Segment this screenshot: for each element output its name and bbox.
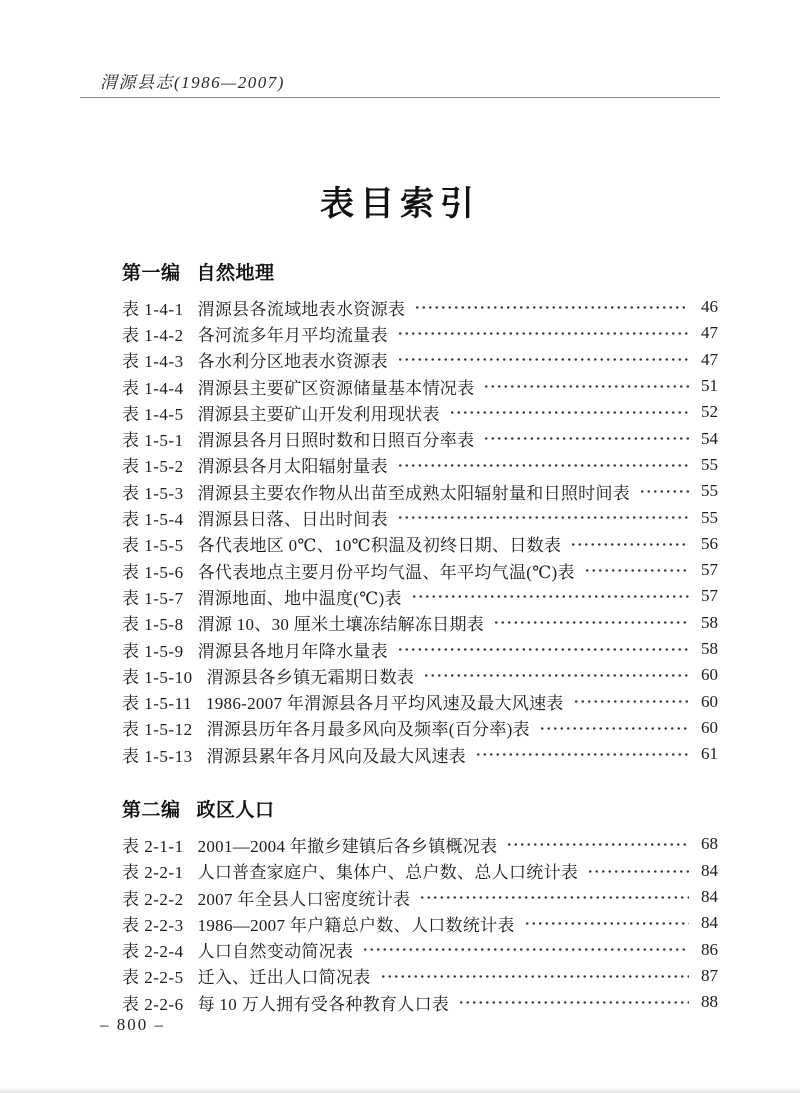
entry-title: 人口普查家庭户、集体户、总户数、总人口统计表	[197, 863, 579, 883]
index-entry-row	[122, 688, 718, 714]
dot-leader	[397, 636, 689, 662]
entry-page-number: 58	[701, 639, 718, 658]
entry-page-number: 47	[701, 349, 718, 369]
entry-page-number: 57	[701, 560, 718, 580]
entry-page-number: 51	[701, 376, 718, 396]
index-entry-row	[122, 831, 718, 857]
index-entry-row	[122, 989, 718, 1015]
section-title: 政区人口	[196, 800, 275, 822]
dot-leader	[539, 715, 689, 741]
entry-title: 渭源县累年各月风向及最大风速表	[206, 746, 467, 766]
entry-page-number: 60	[701, 691, 718, 711]
entry-page-number: 52	[701, 402, 718, 422]
entry-label: 表 2-1-1	[122, 836, 184, 856]
dot-leader	[380, 963, 689, 989]
entry-label: 表 1-4-3	[122, 352, 184, 372]
entry-title: 渭源县主要矿山开发利用现状表	[197, 404, 440, 424]
dot-leader	[423, 662, 689, 688]
dot-leader	[584, 557, 689, 583]
entry-title: 各河流多年月平均流量表	[197, 325, 388, 345]
entry-title: 2007 年全县人口密度统计表	[197, 889, 411, 909]
entry-page-number: 86	[701, 939, 718, 959]
entry-page-number: 84	[701, 913, 718, 933]
entry-title: 渭源县各月太阳辐射量表	[197, 457, 388, 477]
entry-title: 1986—2007 年户籍总户数、人口数统计表	[197, 915, 515, 935]
index-entry-row	[122, 937, 718, 963]
dot-leader	[419, 884, 689, 910]
dot-leader	[458, 989, 689, 1015]
entry-label: 表 1-5-11	[122, 694, 192, 714]
dot-leader	[397, 347, 689, 373]
entry-label: 表 2-2-1	[122, 863, 184, 883]
index-entry-row	[122, 425, 718, 451]
dot-leader	[414, 294, 689, 320]
dot-leader	[506, 831, 689, 857]
entry-label: 表 1-5-9	[122, 641, 184, 661]
entry-title: 各代表地区 0℃、10℃积温及初终日期、日数表	[197, 536, 562, 556]
entry-label: 表 2-2-2	[122, 889, 184, 909]
entry-page-number: 84	[701, 860, 718, 880]
dot-leader	[587, 858, 689, 884]
entry-label: 表 1-5-6	[122, 562, 184, 582]
entry-label: 表 1-4-1	[122, 299, 184, 319]
entry-list	[122, 294, 718, 767]
section-title: 自然地理	[196, 263, 275, 284]
index-entry-row	[122, 583, 718, 609]
dot-leader	[397, 320, 689, 346]
entry-page-number: 55	[701, 507, 718, 527]
index-entry-row	[122, 504, 718, 530]
dot-leader	[570, 531, 689, 557]
dot-leader	[475, 741, 689, 767]
index-entry-row	[122, 557, 718, 583]
index-entry-row	[122, 884, 718, 910]
entry-label: 表 1-5-4	[122, 510, 184, 530]
entry-title: 渭源地面、地中温度(℃)表	[197, 588, 402, 608]
entry-label: 表 1-5-5	[122, 536, 184, 556]
section-heading	[122, 795, 718, 822]
dot-leader	[483, 373, 689, 399]
entry-title: 渭源 10、30 厘米土壤冻结解冻日期表	[197, 615, 485, 635]
index-entry-row	[122, 478, 718, 504]
dot-leader	[449, 399, 689, 425]
entry-page-number: 84	[701, 887, 718, 907]
dot-leader	[397, 504, 689, 530]
entry-page-number: 60	[701, 717, 718, 737]
entry-label: 表 1-5-7	[122, 588, 184, 608]
entry-title: 迁入、迁出人口简况表	[197, 968, 371, 988]
entry-page-number: 87	[701, 965, 718, 985]
entry-page-number: 68	[701, 834, 718, 854]
entry-title: 渭源县各流域地表水资源表	[197, 299, 406, 319]
entry-label: 表 1-5-2	[122, 457, 184, 477]
running-header: 渭源县志(1986—2007)	[100, 73, 285, 92]
entry-page-number: 88	[701, 992, 718, 1012]
index-entry-row	[122, 610, 718, 636]
entry-page-number: 47	[701, 323, 718, 343]
entry-page-number: 56	[701, 533, 718, 553]
entry-title: 各代表地点主要月份平均气温、年平均气温(℃)表	[197, 562, 575, 582]
index-entry-row	[122, 715, 718, 741]
index-entry-row	[122, 662, 718, 688]
entry-title: 1986-2007 年渭源县各月平均风速及最大风速表	[205, 694, 564, 714]
dot-leader	[573, 688, 689, 714]
entry-label: 表 2-2-6	[122, 994, 184, 1014]
footer-page-number: – 800 –	[100, 1015, 165, 1034]
dot-leader	[362, 937, 689, 963]
entry-page-number: 55	[701, 481, 718, 501]
dot-leader	[483, 425, 689, 451]
index-entry-row	[122, 858, 718, 884]
entry-title: 渭源县主要农作物从出苗至成熟太阳辐射量和日照时间表	[197, 483, 631, 503]
entry-title: 渭源县主要矿区资源储量基本情况表	[197, 378, 475, 398]
entry-page-number: 54	[701, 428, 718, 448]
entry-page-number: 46	[701, 297, 718, 317]
section-heading	[122, 258, 718, 285]
index-entry-row	[122, 910, 718, 936]
index-entry-row	[122, 963, 718, 989]
entry-label: 表 1-5-1	[122, 431, 184, 451]
entry-label: 表 1-5-8	[122, 615, 184, 635]
entry-title: 渭源县日落、日出时间表	[197, 510, 388, 530]
dot-leader	[524, 910, 689, 936]
index-entry-row	[122, 741, 718, 767]
dot-leader	[493, 610, 689, 636]
entry-label: 表 1-5-13	[122, 746, 193, 766]
entry-label: 表 1-4-4	[122, 378, 184, 398]
index-section	[122, 795, 718, 1015]
section-number: 第二编	[122, 800, 181, 822]
entry-label: 表 1-5-10	[122, 667, 193, 687]
entry-title: 渭源县各乡镇无霜期日数表	[206, 667, 415, 687]
entry-label: 表 1-4-2	[122, 325, 184, 345]
entry-label: 表 1-5-3	[122, 483, 184, 503]
entry-page-number: 61	[701, 744, 718, 764]
dot-leader	[411, 583, 689, 609]
entry-title: 渭源县各地月年降水量表	[197, 641, 388, 661]
section-number: 第一编	[122, 263, 181, 284]
entry-title: 每 10 万人拥有受各种教育人口表	[197, 994, 450, 1014]
entry-list	[122, 831, 718, 1015]
index-section	[122, 258, 718, 767]
entry-label: 表 2-2-3	[122, 915, 184, 935]
index-entry-row	[122, 636, 718, 662]
entry-page-number: 58	[701, 612, 718, 632]
entry-title: 渭源县各月日照时数和日照百分率表	[197, 431, 475, 451]
entry-page-number: 57	[701, 586, 718, 606]
entry-title: 各水利分区地表水资源表	[197, 352, 388, 372]
entry-page-number: 55	[701, 454, 718, 474]
header-rule	[80, 97, 720, 98]
page-title: 表目索引	[320, 185, 480, 223]
dot-leader	[639, 478, 689, 504]
index-entry-row	[122, 320, 718, 346]
index-entry-row	[122, 373, 718, 399]
entry-label: 表 2-2-5	[122, 968, 184, 988]
entry-title: 2001—2004 年撤乡建镇后各乡镇概况表	[197, 836, 498, 856]
index-entry-row	[122, 399, 718, 425]
index-entry-row	[122, 531, 718, 557]
dot-leader	[397, 452, 689, 478]
index-entry-row	[122, 294, 718, 320]
index-entry-row	[122, 347, 718, 373]
entry-label: 表 2-2-4	[122, 942, 184, 962]
index-entry-row	[122, 452, 718, 478]
entry-label: 表 1-4-5	[122, 404, 184, 424]
entry-title: 渭源县历年各月最多风向及频率(百分率)表	[206, 720, 530, 740]
sections-container	[122, 258, 718, 1043]
entry-title: 人口自然变动简况表	[197, 942, 354, 962]
entry-page-number: 60	[701, 665, 718, 685]
entry-label: 表 1-5-12	[122, 720, 193, 740]
